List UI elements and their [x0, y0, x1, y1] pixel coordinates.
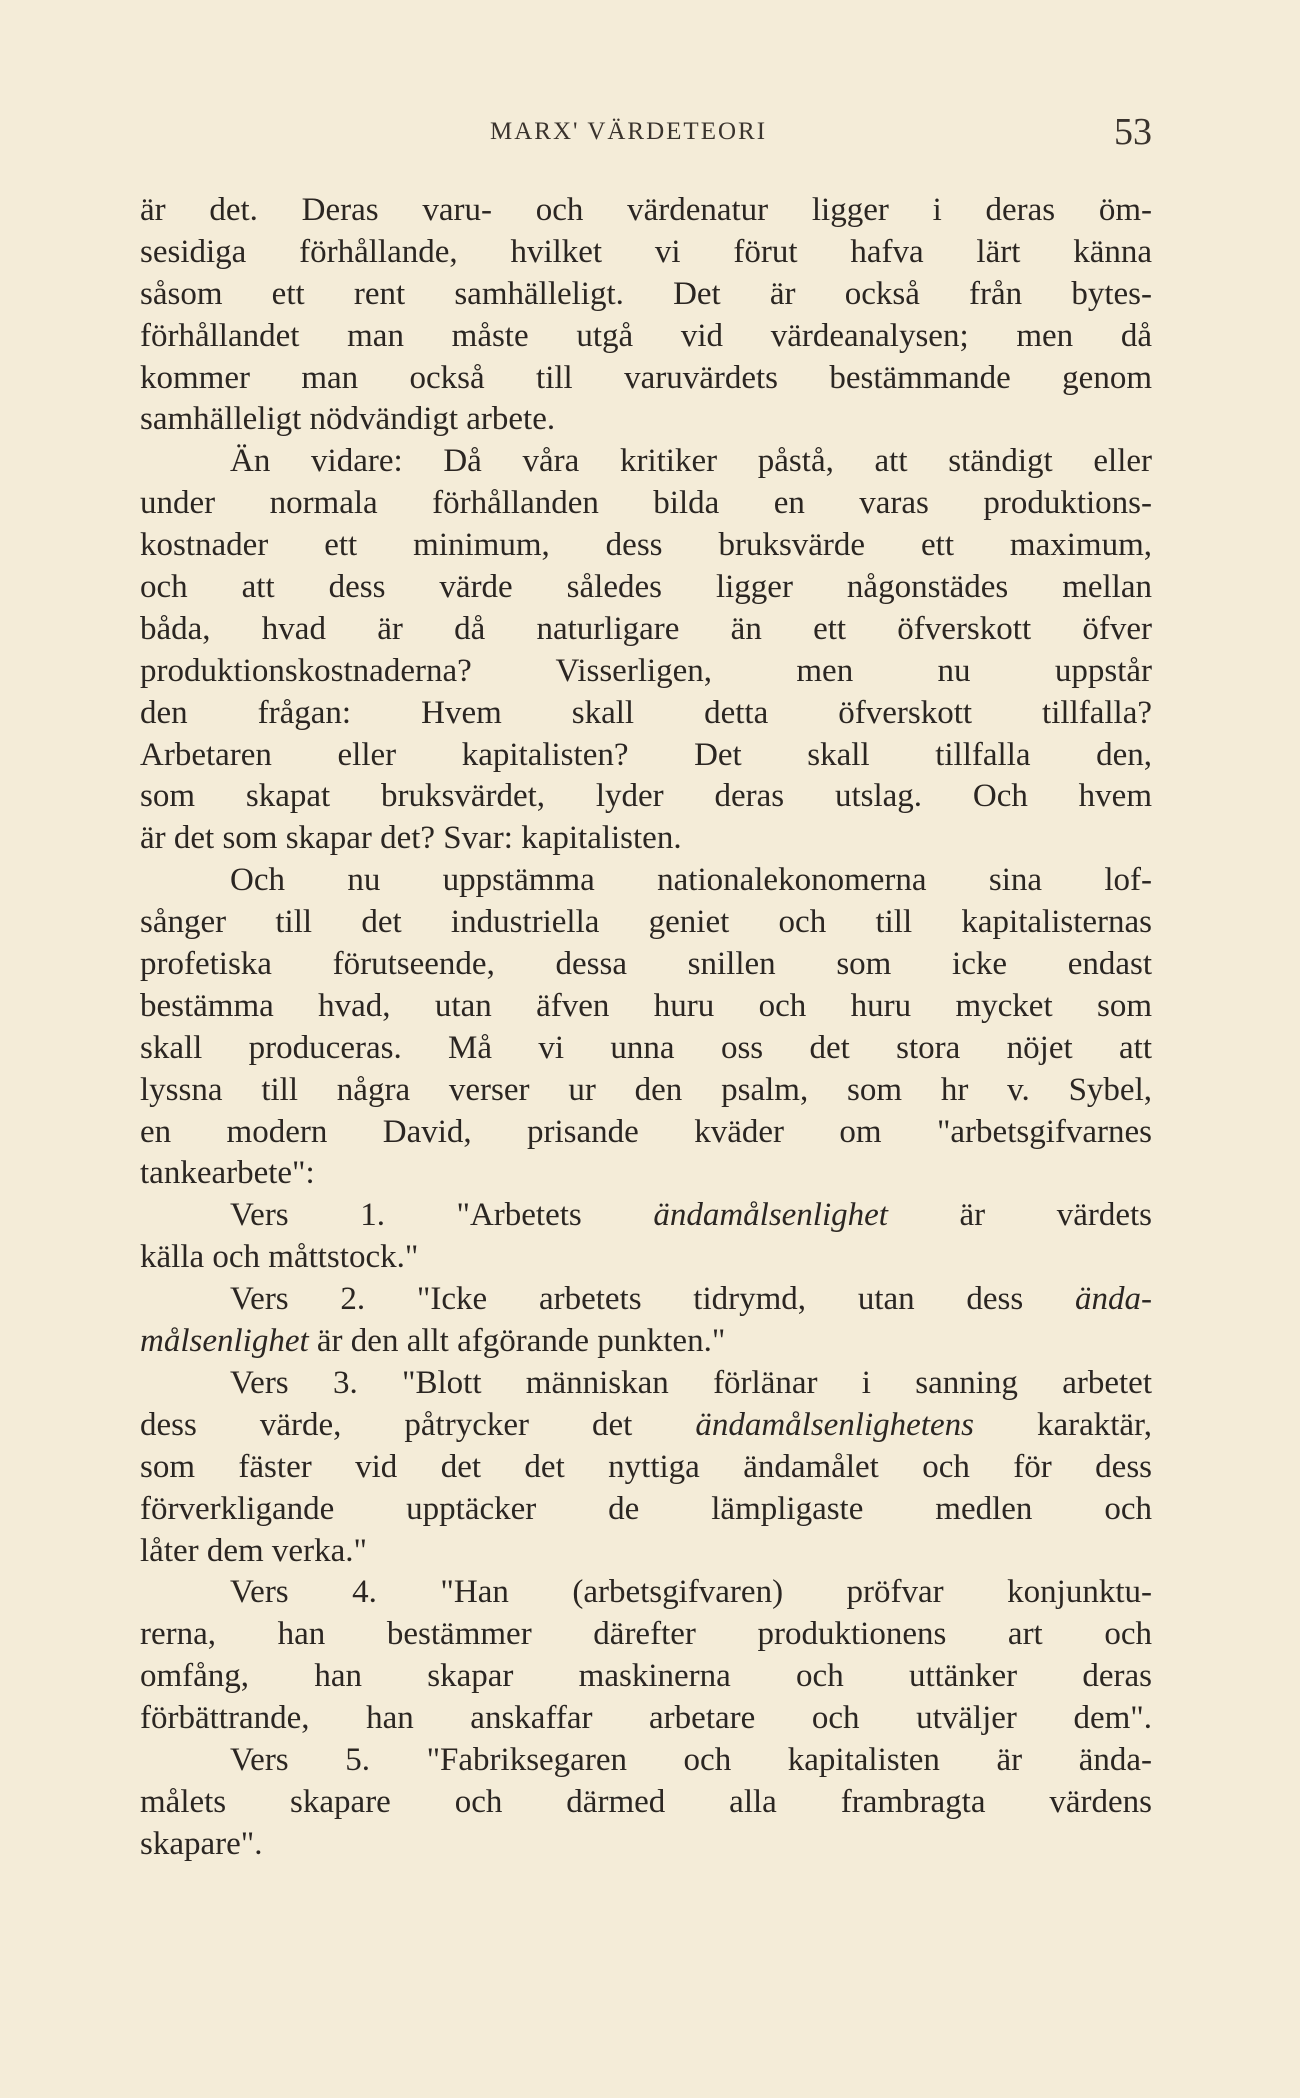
- text-line: rerna, han bestämmer därefter produktionens art och: [140, 1616, 1152, 1653]
- text-line: Vers 5. "Fabriksegaren och kapitalisten är ända-: [230, 1741, 1152, 1778]
- text-line: sånger till det industriella geniet och till kapitalisternas: [140, 904, 1152, 941]
- running-title: MARX' VÄRDETEORI: [490, 118, 768, 145]
- text-line: Arbetaren eller kapitalisten? Det skall tillfalla den,: [140, 736, 1152, 773]
- text-line: källa och måttstock.": [140, 1239, 419, 1276]
- text-line: [140, 1321, 1152, 1363]
- text-line: skapare".: [140, 1825, 263, 1862]
- text-line: förverkligande upptäcker de lämpligaste medlen och: [140, 1490, 1152, 1527]
- text-line: sesidiga förhållande, hvilket vi förut hafva lärt känna: [140, 233, 1152, 270]
- text-line: förhållandet man måste utgå vid värdeanalysen; men då: [140, 317, 1152, 354]
- text-line: en modern David, prisande kväder om "arbetsgifvarnes: [140, 1113, 1152, 1150]
- text-line: tankearbete":: [140, 1155, 315, 1192]
- text-line: kostnader ett minimum, dess bruksvärde ett maximum,: [140, 527, 1152, 564]
- text-line: är det. Deras varu- och värdenatur ligger i deras öm-: [140, 192, 1152, 228]
- text-run: är värdets: [887, 1197, 1152, 1234]
- text-line: produktionskostnaderna? Visserligen, men nu uppstår: [140, 652, 1152, 689]
- italic-run: ändamålsenlighetens: [695, 1406, 974, 1443]
- text-run: karaktär,: [973, 1406, 1152, 1443]
- text-line: bestämma hvad, utan äfven huru och huru mycket som: [140, 987, 1152, 1024]
- text-line: under normala förhållanden bilda en varas produktions-: [140, 485, 1152, 522]
- running-head: [140, 112, 1152, 152]
- text-line: målets skapare och därmed alla frambragta värdens: [140, 1783, 1152, 1820]
- italic-run: ända-: [1075, 1281, 1152, 1318]
- text-line: är det som skapar det? Svar: kapitalisten.: [140, 820, 682, 857]
- text-line: Än vidare: Då våra kritiker påstå, att ständigt eller: [230, 443, 1152, 480]
- text-line: som skapat bruksvärdet, lyder deras utslag. Och hvem: [140, 778, 1152, 815]
- page-number: 53: [1114, 111, 1152, 153]
- text-line: [140, 1195, 1152, 1237]
- text-run: Vers 1. "Arbetets: [230, 1197, 654, 1234]
- text-line: den frågan: Hvem skall detta öfverskott tillfalla?: [140, 694, 1152, 731]
- text-line: Och nu uppstämma nationalekonomerna sina lof-: [230, 862, 1152, 899]
- text-line: Vers 4. "Han (arbetsgifvaren) pröfvar konjunktu-: [230, 1574, 1152, 1611]
- text-line: båda, hvad är då naturligare än ett öfverskott öfver: [140, 610, 1152, 647]
- text-line: förbättrande, han anskaffar arbetare och utväljer dem".: [140, 1700, 1152, 1737]
- text-line: [140, 1405, 1152, 1447]
- italic-run: ändamålsenlighet: [653, 1197, 888, 1234]
- text-line: skall produceras. Må vi unna oss det stora nöjet att: [140, 1029, 1152, 1066]
- text-line: [140, 1279, 1152, 1321]
- text-line: kommer man också till varuvärdets bestämmande genom: [140, 359, 1152, 396]
- text-line: Vers 3. "Blott människan förlänar i sanning arbetet: [230, 1364, 1152, 1401]
- text-line: profetiska förutseende, dessa snillen som icke endast: [140, 946, 1152, 983]
- text-line: låter dem verka.": [140, 1532, 367, 1569]
- text-run: dess värde, påtrycker det: [140, 1406, 696, 1443]
- italic-run: målsenlighet: [140, 1323, 309, 1360]
- text-run: Vers 2. "Icke arbetets tidrymd, utan dess: [230, 1281, 1075, 1318]
- text-line: lyssna till några verser ur den psalm, som hr v. Sybel,: [140, 1071, 1152, 1108]
- text-run: är den allt afgörande punkten.": [308, 1323, 726, 1360]
- text-line: och att dess värde således ligger någonstädes mellan: [140, 569, 1152, 606]
- text-line: såsom ett rent samhälleligt. Det är också från bytes-: [140, 275, 1152, 312]
- text-line: samhälleligt nödvändigt arbete.: [140, 401, 556, 438]
- text-line: som fäster vid det det nyttiga ändamålet och för dess: [140, 1448, 1152, 1485]
- body-text: [140, 190, 1152, 1866]
- text-line: omfång, han skapar maskinerna och uttänker deras: [140, 1658, 1152, 1695]
